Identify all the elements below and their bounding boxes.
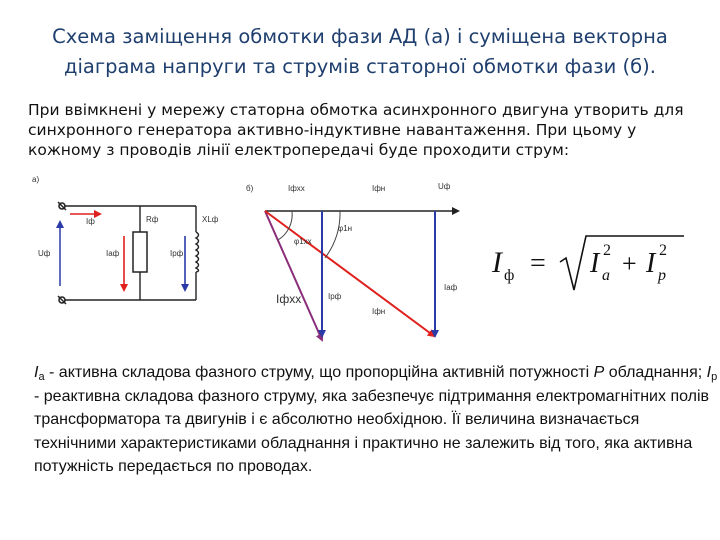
formula-term1-sup: 2 [603,242,611,259]
label-active-vector: Iаф [444,283,458,292]
formula-term2-sup: 2 [659,242,667,259]
label-current-in: Iф [86,217,95,226]
noload-current-vector [265,211,322,340]
vector-diagram-label: б) [246,184,254,193]
formula-lhs: I [492,246,502,279]
label-reactive-current: Iрф [170,249,184,258]
formula-plus: + [622,249,637,278]
explanation-part-2: обладнання; [604,364,707,381]
resistor [133,232,147,272]
formula-term2: I [646,248,656,279]
phase-current-formula [491,236,684,290]
label-phi-noload: φ1хх [294,237,312,246]
label-load-bottom: Iфн [372,307,386,316]
explanation-part-1: - активна складова фазного струму, що пропорційна активній потужності [44,364,594,381]
label-voltage: Uф [38,249,51,258]
label-reactive-vector: Iрф [328,292,342,301]
label-resistor: Rф [146,215,159,224]
formula-equals: = [530,248,546,279]
label-inductor: XLф [202,215,219,224]
equivalent-circuit [32,175,219,304]
p-symbol: P [593,364,605,381]
circuit-label: а) [32,175,40,184]
ip-sub: р [711,371,718,383]
label-active-current: Iаф [106,249,120,258]
title-line-2: діаграма напруги та струмів статорної обмотки фази (б). [64,55,656,78]
ip-symbol: I [706,364,712,381]
formula-lhs-sub: ф [504,267,515,284]
formula-term2-sub: p [658,267,666,284]
ia-sub: а [38,371,45,383]
label-phi-load: φ1н [338,224,353,233]
formula-term1: I [590,248,600,279]
inductor [196,232,199,272]
formula-term1-sub: a [602,267,610,284]
label-voltage-vector: Uф [438,182,451,191]
explanation-paragraph [34,361,718,479]
ia-symbol: I [34,364,39,381]
explanation-part-3: - реактивна складова фазного струму, яка забезпечує підтримання електромагнітних полів трансформатора та двигунів і є абсолютно необхідною. Її величина визначається технічними характеристиками обладнання і практично не залежить від того, яка активна потужність передається по проводах. [34,387,710,475]
label-noload-top: Iфхх [288,184,305,193]
label-noload-big: Iфхх [276,292,302,306]
label-load-top: Iфн [372,184,386,193]
title-line-1: Схема заміщення обмотки фази АД (а) і суміщена векторна [52,25,668,48]
vector-diagram [246,182,458,340]
phi-load-arc [325,211,340,258]
intro-paragraph: При ввімкнені у мережу статорна обмотка асинхронного двигуна утворить для синхронного генератора активно-індуктивне навантаження. При цьому у кожному з проводів лінії електропередачі буде проходити струм: [28,101,684,159]
